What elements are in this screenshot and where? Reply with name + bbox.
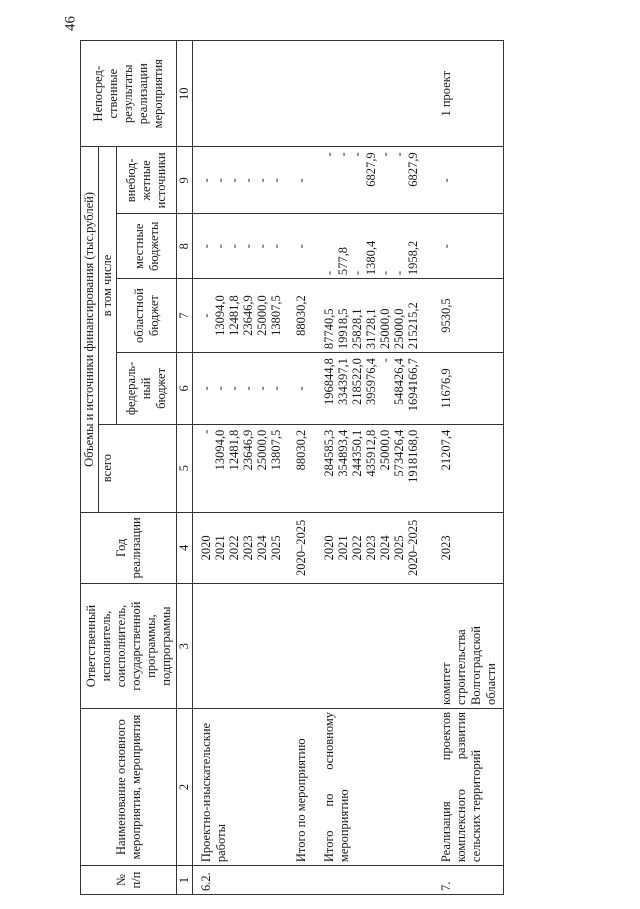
col-number: 5 <box>177 424 193 512</box>
offbudget-cell: - - - 6827,9 - - 6827,9 <box>310 147 421 214</box>
local-cell: - <box>284 214 310 279</box>
header-name: Наименование основного мероприятия, мероприятия <box>81 708 177 865</box>
col-number: 9 <box>177 147 193 214</box>
federal-cell: 196844,8 334397,1 218522,0 395976,4 - 548426,4 1694166,7 <box>310 353 421 425</box>
federal-cell: - - - - - - <box>193 353 285 425</box>
header-year: Год реализации <box>81 512 177 584</box>
years-cell: 2020 2021 2022 2023 2024 2025 <box>193 512 285 584</box>
offbudget-cell: - - - - - - <box>193 147 285 214</box>
regional-cell: 9530,5 <box>421 279 503 353</box>
row-name: Реализация проектов комплексного развития сельских территорий <box>421 708 503 865</box>
col-number: 4 <box>177 512 193 584</box>
header-num: № п/п <box>81 866 177 895</box>
result-cell: 1 проект <box>421 41 503 147</box>
header-including: в том числе <box>99 147 117 424</box>
header-total: всего <box>99 424 177 512</box>
federal-cell: 11676,9 <box>421 353 503 425</box>
col-number: 10 <box>177 41 193 147</box>
row-executor: комитет строительства Волгоградской области <box>421 584 503 709</box>
header-funding: Объемы и источники финансирования (тыс.рублей) <box>81 147 99 512</box>
col-number: 3 <box>177 584 193 709</box>
total-cell: 21207,4 <box>421 424 503 512</box>
col-number: 2 <box>177 708 193 865</box>
year-cell: 2020–2025 <box>284 512 310 584</box>
total-cell: 88030,2 <box>284 424 310 512</box>
year-cell: 2023 <box>421 512 503 584</box>
table-row <box>421 41 503 895</box>
col-number: 6 <box>177 353 193 425</box>
funding-table <box>80 40 504 895</box>
total-cell: - 13094,0 12481,8 23646,9 25000,0 13807,5 <box>193 424 285 512</box>
header-local: местные бюджеты <box>117 214 177 279</box>
header-federal: федераль- ный бюджет <box>117 353 177 425</box>
row-num: 6.2. <box>193 866 285 895</box>
header-regional: областной бюджет <box>117 279 177 353</box>
row-name: Итого по мероприятию <box>284 708 310 865</box>
table-row <box>193 41 285 895</box>
col-number: 7 <box>177 279 193 353</box>
table-row <box>310 41 421 895</box>
federal-cell: - <box>284 353 310 425</box>
years-cell: 2020 2021 2022 2023 2024 2025 2020–2025 <box>310 512 421 584</box>
col-number: 8 <box>177 214 193 279</box>
col-number: 1 <box>177 866 193 895</box>
local-cell: - - - - - - <box>193 214 285 279</box>
local-cell: - <box>421 214 503 279</box>
local-cell: - 577,8 - 1380,4 - - 1958,2 <box>310 214 421 279</box>
rotated-page <box>80 40 550 895</box>
offbudget-cell: - <box>284 147 310 214</box>
offbudget-cell: - <box>421 147 503 214</box>
header-executor: Ответственный исполнитель, соисполнитель, государственной программы, подпрограммы <box>81 584 177 709</box>
header-result: Непосред- ственные результаты реализации мероприятия <box>81 41 177 147</box>
page-number: 46 <box>62 16 79 31</box>
regional-cell: 87740,5 19918,5 25828,1 31728,1 25000,0 25000,0 215215,2 <box>310 279 421 353</box>
regional-cell: - 13094,0 12481,8 23646,9 25000,0 13807,5 <box>193 279 285 353</box>
row-num: 7. <box>421 866 503 895</box>
total-cell: 284585,3 354893,4 244350,1 435912,8 25000,0 573426,4 1918168,0 <box>310 424 421 512</box>
row-name: Проектно-изыскательские работы <box>193 708 285 865</box>
table-row <box>284 41 310 895</box>
row-name: Итого по основному мероприятию <box>310 708 421 865</box>
header-offbudget: внебюд- жетные источники <box>117 147 177 214</box>
regional-cell: 88030,2 <box>284 279 310 353</box>
